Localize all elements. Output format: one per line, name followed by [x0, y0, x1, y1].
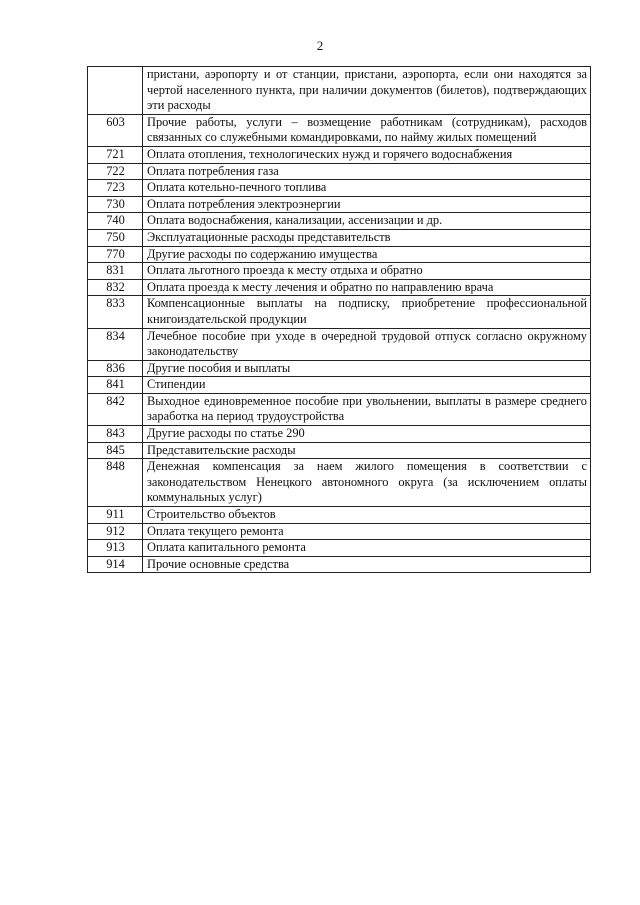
row-description: Оплата проезда к месту лечения и обратно по направлению врача [143, 279, 591, 296]
table-row [88, 377, 591, 394]
row-description: Стипендии [143, 377, 591, 394]
row-code: 848 [88, 459, 143, 507]
row-code: 914 [88, 556, 143, 573]
table-row [88, 114, 591, 146]
row-description: Оплата отопления, технологических нужд и горячего водоснабжения [143, 146, 591, 163]
row-description: Оплата водоснабжения, канализации, ассенизации и др. [143, 213, 591, 230]
row-description: Оплата льготного проезда к месту отдыха и обратно [143, 263, 591, 280]
row-description: Компенсационные выплаты на подписку, приобретение профессиональной книгоиздательской продукции [143, 296, 591, 328]
row-description: Выходное единовременное пособие при увольнении, выплаты в размере среднего заработка на период трудоустройства [143, 393, 591, 425]
table-row [88, 556, 591, 573]
table-row [88, 180, 591, 197]
row-code: 845 [88, 442, 143, 459]
row-code: 832 [88, 279, 143, 296]
table-row [88, 328, 591, 360]
row-code: 833 [88, 296, 143, 328]
table-row [88, 213, 591, 230]
row-description: Другие расходы по статье 290 [143, 426, 591, 443]
row-description: Эксплуатационные расходы представительств [143, 229, 591, 246]
row-description: Прочие работы, услуги – возмещение работникам (сотрудникам), расходов связанных со служебными командировками, по найму жилых помещений [143, 114, 591, 146]
row-description: пристани, аэропорту и от станции, пристани, аэропорта, если они находятся за чертой населенного пункта, при наличии документов (билетов), подтверждающих эти расходы [143, 67, 591, 115]
row-description: Денежная компенсация за наем жилого помещения в соответствии с законодательством Ненецкого автономного округа (за исключением оплаты коммунальных услуг) [143, 459, 591, 507]
table-row [88, 146, 591, 163]
row-description: Строительство объектов [143, 507, 591, 524]
row-code: 841 [88, 377, 143, 394]
row-code: 843 [88, 426, 143, 443]
table-row [88, 507, 591, 524]
table-row [88, 540, 591, 557]
row-description: Прочие основные средства [143, 556, 591, 573]
table-row [88, 196, 591, 213]
row-code: 730 [88, 196, 143, 213]
row-description: Лечебное пособие при уходе в очередной трудовой отпуск согласно окружному законодательству [143, 328, 591, 360]
row-description: Представительские расходы [143, 442, 591, 459]
table-row [88, 393, 591, 425]
row-code: 723 [88, 180, 143, 197]
table-row [88, 163, 591, 180]
row-description: Другие расходы по содержанию имущества [143, 246, 591, 263]
table-row [88, 442, 591, 459]
row-description: Оплата потребления газа [143, 163, 591, 180]
row-code: 912 [88, 523, 143, 540]
row-code: 770 [88, 246, 143, 263]
table-row [88, 360, 591, 377]
row-code: 603 [88, 114, 143, 146]
row-code: 722 [88, 163, 143, 180]
row-code: 750 [88, 229, 143, 246]
row-code: 913 [88, 540, 143, 557]
row-code: 721 [88, 146, 143, 163]
expense-codes-table [87, 66, 591, 573]
row-description: Оплата потребления электроэнергии [143, 196, 591, 213]
table-row [88, 246, 591, 263]
row-code: 911 [88, 507, 143, 524]
table-row [88, 263, 591, 280]
table-row [88, 459, 591, 507]
row-code: 836 [88, 360, 143, 377]
row-code: 740 [88, 213, 143, 230]
row-code [88, 67, 143, 115]
page-number: 2 [316, 38, 324, 53]
row-description: Другие пособия и выплаты [143, 360, 591, 377]
table-row [88, 67, 591, 115]
row-code: 834 [88, 328, 143, 360]
table-row [88, 229, 591, 246]
table-row [88, 279, 591, 296]
table-row [88, 296, 591, 328]
table-row [88, 426, 591, 443]
row-code: 831 [88, 263, 143, 280]
row-description: Оплата капитального ремонта [143, 540, 591, 557]
row-code: 842 [88, 393, 143, 425]
row-description: Оплата текущего ремонта [143, 523, 591, 540]
table-row [88, 523, 591, 540]
row-description: Оплата котельно-печного топлива [143, 180, 591, 197]
